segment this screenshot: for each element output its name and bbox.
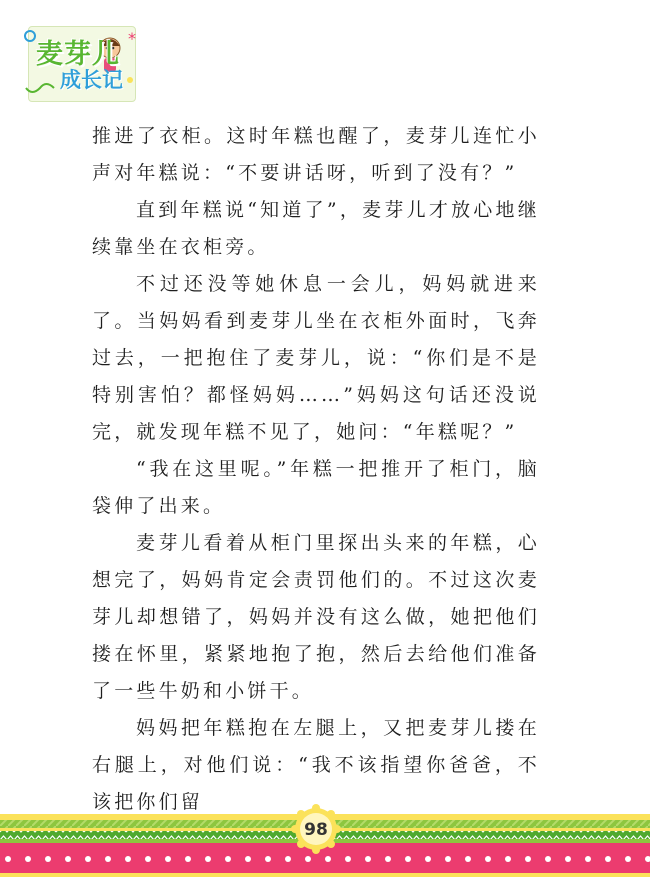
page-number: 98 — [304, 820, 328, 840]
story-text — [92, 118, 540, 821]
paragraph: 直到年糕说“知道了”，麦芽儿才放心地继续靠坐在衣柜旁。 — [92, 199, 540, 258]
paragraph: 不过还没等她休息一会儿，妈妈就进来了。当妈妈看到麦芽儿坐在衣柜外面时，飞奔过去，一把抱住了麦芽儿，说：“你们是不是特别害怕？都怪妈妈……”妈妈这句话还没说完，就发现年糕不见了，她问：“年糕呢？” — [92, 273, 540, 443]
logo-title-line2: 成长记 — [60, 68, 123, 92]
series-logo — [22, 18, 140, 106]
paragraph: “我在这里呢。”年糕一把推开了柜门，脑袋伸了出来。 — [92, 458, 540, 517]
paragraph: 推进了衣柜。这时年糕也醒了，麦芽儿连忙小声对年糕说：“不要讲话呀，听到了没有？” — [92, 125, 540, 184]
paragraph: 麦芽儿看着从柜门里探出头来的年糕，心想完了，妈妈肯定会责罚他们的。不过这次麦芽儿却想错了，妈妈并没有这么做，她把他们搂在怀里，紧紧地抱了抱，然后去给他们准备了一些牛奶和小饼干。 — [92, 532, 540, 702]
paragraph: 妈妈把年糕抱在左腿上，又把麦芽儿搂在右腿上，对他们说：“我不该指望你爸爸，不该把你们留 — [92, 717, 540, 813]
svg-text:*: * — [128, 29, 136, 48]
logo-title-line1: 麦芽儿 — [36, 39, 120, 70]
